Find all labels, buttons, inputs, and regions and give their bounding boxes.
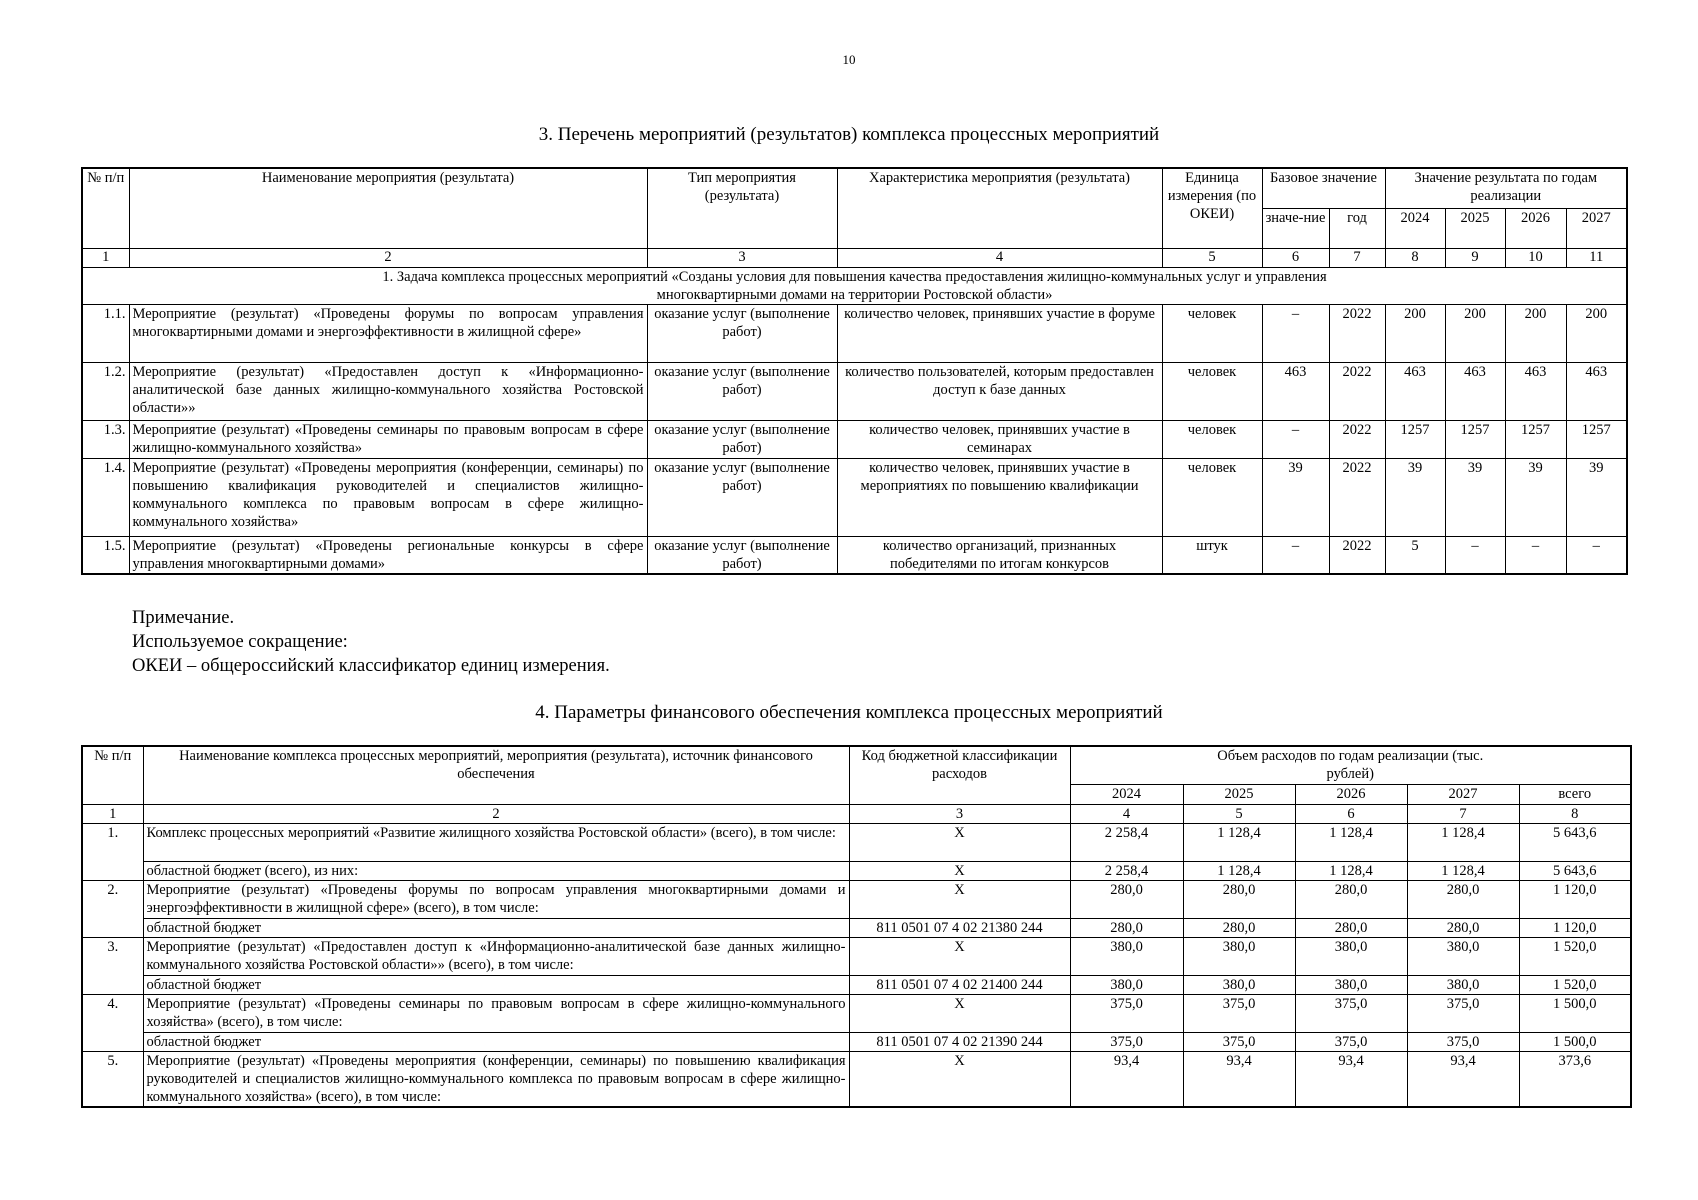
- row-2025: 463: [1445, 362, 1505, 420]
- fin-column-numbers-row: [82, 804, 1631, 823]
- fin-row-total: 373,6: [1519, 1051, 1631, 1107]
- col-number: 5: [1183, 804, 1295, 823]
- row-characteristic: количество организаций, признанных победителями по итогам конкурсов: [837, 536, 1162, 574]
- note-title: Примечание.: [132, 608, 235, 628]
- col-number: 11: [1566, 248, 1627, 267]
- row-2027: 463: [1566, 362, 1627, 420]
- row-2025: –: [1445, 536, 1505, 574]
- row-base-year: 2022: [1329, 458, 1385, 536]
- section-3-title: 3. Перечень мероприятий (результатов) комплекса процессных мероприятий: [538, 124, 1160, 145]
- fin-row-2024: 380,0: [1070, 937, 1183, 975]
- fin-row-code: X: [849, 880, 1070, 918]
- fin-subrow-total: 5 643,6: [1519, 861, 1631, 880]
- fin-subrow-code: 811 0501 07 4 02 21380 244: [849, 918, 1070, 937]
- header-base: Базовое значение: [1262, 168, 1385, 208]
- fin-row-2025: 375,0: [1183, 994, 1295, 1032]
- fin-row-total: 1 520,0: [1519, 937, 1631, 975]
- fin-row-name: Мероприятие (результат) «Проведены семинары по правовым вопросам в сфере жилищно-коммунального хозяйства» (всего), в том числе:: [143, 994, 849, 1032]
- fin-subrow-code: 811 0501 07 4 02 21390 244: [849, 1032, 1070, 1051]
- fin-row-2027: 93,4: [1407, 1051, 1519, 1107]
- fin-subrow-2026: 375,0: [1295, 1032, 1407, 1051]
- fin-row-2024: 280,0: [1070, 880, 1183, 918]
- row-type: оказание услуг (выполнение работ): [647, 458, 837, 536]
- row-2024: 200: [1385, 304, 1445, 362]
- row-name: Мероприятие (результат) «Проведены мероприятия (конференции, семинары) по повышению квалификация руководителей и специалистов жилищно-коммунального комплекса по правовым вопросам в сфере жилищно-коммунального хозяйства»: [129, 458, 647, 536]
- col-number: 3: [647, 248, 837, 267]
- fin-row-2025: 93,4: [1183, 1051, 1295, 1107]
- row-base-value: –: [1262, 536, 1329, 574]
- row-2026: 463: [1505, 362, 1566, 420]
- fin-row-2025: 280,0: [1183, 880, 1295, 918]
- fin-row-num: 1.: [82, 823, 143, 880]
- row-2026: 200: [1505, 304, 1566, 362]
- activities-table: [81, 167, 1628, 575]
- header-year-2027: 2027: [1566, 208, 1627, 248]
- header-num: № п/п: [82, 168, 129, 248]
- table-row: [82, 304, 1627, 362]
- fin-row-2026: 375,0: [1295, 994, 1407, 1032]
- fin-row-total: 1 120,0: [1519, 880, 1631, 918]
- table-row: [82, 458, 1627, 536]
- row-characteristic: количество человек, принявших участие в мероприятиях по повышению квалификации: [837, 458, 1162, 536]
- col-number: 2: [129, 248, 647, 267]
- row-2027: 1257: [1566, 420, 1627, 458]
- row-num: 1.3.: [82, 420, 129, 458]
- fin-subrow-name: областной бюджет: [143, 1032, 849, 1051]
- col-number: 4: [837, 248, 1162, 267]
- col-number: 9: [1445, 248, 1505, 267]
- fin-subrow-name: областной бюджет: [143, 975, 849, 994]
- fin-subrow-code: 811 0501 07 4 02 21400 244: [849, 975, 1070, 994]
- fin-header-total: всего: [1519, 784, 1631, 804]
- row-2026: 1257: [1505, 420, 1566, 458]
- fin-row-num: 5.: [82, 1051, 143, 1107]
- row-2027: 200: [1566, 304, 1627, 362]
- fin-subrow-2025: 380,0: [1183, 975, 1295, 994]
- fin-header-code: Код бюджетной классификации расходов: [849, 746, 1070, 804]
- fin-row-2024: 93,4: [1070, 1051, 1183, 1107]
- row-base-value: –: [1262, 420, 1329, 458]
- fin-subrow-2025: 375,0: [1183, 1032, 1295, 1051]
- fin-header-name: Наименование комплекса процессных мероприятий, мероприятия (результата), источник финансового обеспечения: [143, 746, 849, 804]
- fin-row: [82, 994, 1631, 1032]
- row-base-value: –: [1262, 304, 1329, 362]
- note-abbreviation-label: Используемое сокращение:: [132, 632, 348, 652]
- fin-row: [82, 880, 1631, 918]
- header-unit: Единица измерения (по ОКЕИ): [1162, 168, 1262, 248]
- fin-row-code: X: [849, 937, 1070, 975]
- col-number: 4: [1070, 804, 1183, 823]
- row-base-year: 2022: [1329, 304, 1385, 362]
- col-number: 10: [1505, 248, 1566, 267]
- row-num: 1.5.: [82, 536, 129, 574]
- fin-row-2026: 280,0: [1295, 880, 1407, 918]
- fin-row-total: 5 643,6: [1519, 823, 1631, 861]
- fin-row-2024: 375,0: [1070, 994, 1183, 1032]
- fin-subrow-2024: 375,0: [1070, 1032, 1183, 1051]
- page-number: 10: [842, 52, 856, 67]
- row-name: Мероприятие (результат) «Проведены форумы по вопросам управления многоквартирными домами и энергоэффективности в жилищной сфере»: [129, 304, 647, 362]
- fin-header-2025: 2025: [1183, 784, 1295, 804]
- row-name: Мероприятие (результат) «Предоставлен доступ к «Информационно-аналитической базе данных жилищно-коммунального хозяйства Ростовской области»»: [129, 362, 647, 420]
- fin-row-code: X: [849, 994, 1070, 1032]
- row-base-year: 2022: [1329, 420, 1385, 458]
- fin-row-2026: 93,4: [1295, 1051, 1407, 1107]
- fin-subrow-2027: 1 128,4: [1407, 861, 1519, 880]
- col-number: 6: [1262, 248, 1329, 267]
- col-number: 1: [82, 804, 143, 823]
- row-name: Мероприятие (результат) «Проведены региональные конкурсы в сфере управления многоквартирными домами»: [129, 536, 647, 574]
- fin-subrow-total: 1 500,0: [1519, 1032, 1631, 1051]
- fin-subrow-2024: 380,0: [1070, 975, 1183, 994]
- fin-row-2024: 2 258,4: [1070, 823, 1183, 861]
- fin-subrow-2026: 380,0: [1295, 975, 1407, 994]
- fin-row-num: 3.: [82, 937, 143, 994]
- header-name: Наименование мероприятия (результата): [129, 168, 647, 248]
- fin-subrow-name: областной бюджет: [143, 918, 849, 937]
- fin-header-2024: 2024: [1070, 784, 1183, 804]
- fin-subrow: [82, 1032, 1631, 1051]
- fin-row-code: X: [849, 1051, 1070, 1107]
- fin-subrow-code: X: [849, 861, 1070, 880]
- section-4-title: 4. Параметры финансового обеспечения комплекса процессных мероприятий: [535, 702, 1163, 723]
- header-base-value: значе-ние: [1262, 208, 1329, 248]
- col-number: 8: [1519, 804, 1631, 823]
- row-base-value: 39: [1262, 458, 1329, 536]
- fin-row-name: Мероприятие (результат) «Проведены мероприятия (конференции, семинары) по повышению квалификация руководителей и специалистов жилищно-коммунального комплекса по правовым вопросам в сфере жилищно-коммунального хозяйства» (всего), в том числе:: [143, 1051, 849, 1107]
- fin-row-2027: 280,0: [1407, 880, 1519, 918]
- row-type: оказание услуг (выполнение работ): [647, 304, 837, 362]
- fin-row-2026: 1 128,4: [1295, 823, 1407, 861]
- row-characteristic: количество человек, принявших участие в семинарах: [837, 420, 1162, 458]
- fin-row-num: 4.: [82, 994, 143, 1051]
- row-2025: 200: [1445, 304, 1505, 362]
- table-row: [82, 536, 1627, 574]
- row-base-year: 2022: [1329, 536, 1385, 574]
- row-2025: 39: [1445, 458, 1505, 536]
- financing-table: [81, 745, 1632, 1108]
- fin-subrow-2027: 375,0: [1407, 1032, 1519, 1051]
- row-num: 1.4.: [82, 458, 129, 536]
- fin-subrow-name: областной бюджет (всего), из них:: [143, 861, 849, 880]
- fin-row-name: Мероприятие (результат) «Проведены форумы по вопросам управления многоквартирными домами и энергоэффективности в жилищной сфере» (всего), в том числе:: [143, 880, 849, 918]
- row-characteristic: количество пользователей, которым предоставлен доступ к базе данных: [837, 362, 1162, 420]
- col-number: 2: [143, 804, 849, 823]
- row-2027: –: [1566, 536, 1627, 574]
- col-number: 3: [849, 804, 1070, 823]
- fin-row-total: 1 500,0: [1519, 994, 1631, 1032]
- fin-header-2026: 2026: [1295, 784, 1407, 804]
- fin-row-2027: 375,0: [1407, 994, 1519, 1032]
- table-row: [82, 362, 1627, 420]
- fin-subrow-total: 1 520,0: [1519, 975, 1631, 994]
- fin-subrow-2025: 1 128,4: [1183, 861, 1295, 880]
- row-unit: человек: [1162, 420, 1262, 458]
- row-type: оказание услуг (выполнение работ): [647, 420, 837, 458]
- fin-header-num: № п/п: [82, 746, 143, 804]
- col-number: 1: [82, 248, 129, 267]
- fin-subrow: [82, 918, 1631, 937]
- row-name: Мероприятие (результат) «Проведены семинары по правовым вопросам в сфере жилищно-коммунального хозяйства»: [129, 420, 647, 458]
- fin-header-2027: 2027: [1407, 784, 1519, 804]
- column-numbers-row: [82, 248, 1627, 267]
- fin-subrow: [82, 975, 1631, 994]
- fin-subrow-2024: 280,0: [1070, 918, 1183, 937]
- fin-row-2025: 1 128,4: [1183, 823, 1295, 861]
- col-number: 7: [1329, 248, 1385, 267]
- row-2024: 5: [1385, 536, 1445, 574]
- row-unit: человек: [1162, 458, 1262, 536]
- row-2027: 39: [1566, 458, 1627, 536]
- fin-row-2026: 380,0: [1295, 937, 1407, 975]
- col-number: 8: [1385, 248, 1445, 267]
- fin-row-2025: 380,0: [1183, 937, 1295, 975]
- col-number: 5: [1162, 248, 1262, 267]
- fin-row-code: X: [849, 823, 1070, 861]
- row-base-value: 463: [1262, 362, 1329, 420]
- header-year-2024: 2024: [1385, 208, 1445, 248]
- fin-row-num: 2.: [82, 880, 143, 937]
- row-unit: человек: [1162, 362, 1262, 420]
- header-year-2026: 2026: [1505, 208, 1566, 248]
- fin-row-2027: 1 128,4: [1407, 823, 1519, 861]
- row-2026: 39: [1505, 458, 1566, 536]
- fin-row: [82, 937, 1631, 975]
- header-years-group: Значение результата по годам реализации: [1385, 168, 1627, 208]
- fin-subrow: [82, 861, 1631, 880]
- row-2024: 463: [1385, 362, 1445, 420]
- header-type: Тип мероприятия (результата): [647, 168, 837, 248]
- fin-subrow-2024: 2 258,4: [1070, 861, 1183, 880]
- fin-subrow-2026: 1 128,4: [1295, 861, 1407, 880]
- header-year-2025: 2025: [1445, 208, 1505, 248]
- fin-row: [82, 823, 1631, 861]
- fin-subrow-2026: 280,0: [1295, 918, 1407, 937]
- fin-row-2027: 380,0: [1407, 937, 1519, 975]
- row-characteristic: количество человек, принявших участие в форуме: [837, 304, 1162, 362]
- row-type: оказание услуг (выполнение работ): [647, 362, 837, 420]
- col-number: 7: [1407, 804, 1519, 823]
- row-2025: 1257: [1445, 420, 1505, 458]
- row-type: оказание услуг (выполнение работ): [647, 536, 837, 574]
- row-base-year: 2022: [1329, 362, 1385, 420]
- fin-header-volume: Объем расходов по годам реализации (тыс. рублей): [1070, 746, 1631, 784]
- row-unit: штук: [1162, 536, 1262, 574]
- col-number: 6: [1295, 804, 1407, 823]
- row-unit: человек: [1162, 304, 1262, 362]
- row-num: 1.2.: [82, 362, 129, 420]
- row-2024: 1257: [1385, 420, 1445, 458]
- fin-row: [82, 1051, 1631, 1107]
- fin-subrow-2025: 280,0: [1183, 918, 1295, 937]
- fin-subrow-total: 1 120,0: [1519, 918, 1631, 937]
- row-2026: –: [1505, 536, 1566, 574]
- row-2024: 39: [1385, 458, 1445, 536]
- task-row: 1. Задача комплекса процессных мероприятий «Созданы условия для повышения качества предоставления жилищно-коммунальных услуг и управления многоквартирными домами на территории Ростовской области»: [82, 267, 1627, 304]
- header-base-year: год: [1329, 208, 1385, 248]
- fin-row-name: Мероприятие (результат) «Предоставлен доступ к «Информационно-аналитической базе данных жилищно-коммунального хозяйства Ростовской области»» (всего), в том числе:: [143, 937, 849, 975]
- fin-row-name: Комплекс процессных мероприятий «Развитие жилищного хозяйства Ростовской области» (всего), в том числе:: [143, 823, 849, 861]
- fin-subrow-2027: 380,0: [1407, 975, 1519, 994]
- note-block: [132, 606, 610, 678]
- row-num: 1.1.: [82, 304, 129, 362]
- header-characteristic: Характеристика мероприятия (результата): [837, 168, 1162, 248]
- fin-subrow-2027: 280,0: [1407, 918, 1519, 937]
- note-abbreviation: ОКЕИ – общероссийский классификатор единиц измерения.: [132, 656, 610, 676]
- table-row: [82, 420, 1627, 458]
